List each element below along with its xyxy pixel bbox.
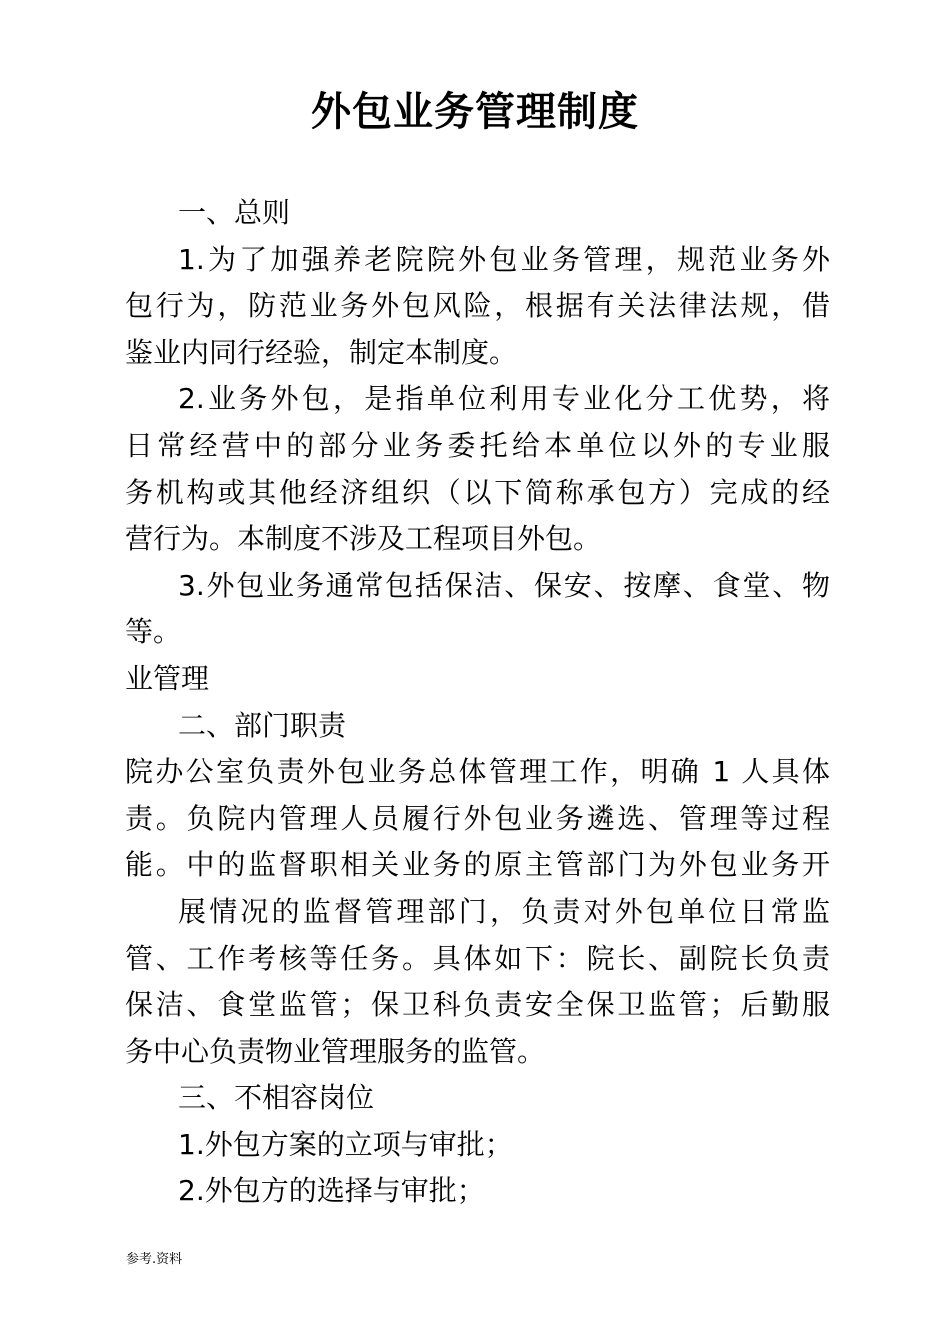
paragraph-line: 营行为。本制度不涉及工程项目外包。 <box>125 522 602 556</box>
document-title: 外包业务管理制度 <box>311 89 639 135</box>
paragraph-line: 2.业务外包，是指单位利用专业化分工优势，将 <box>178 382 830 416</box>
paragraph-line: 责。负院内管理人员履行外包业务遴选、管理等过程 <box>125 801 830 835</box>
paragraph-line: 业管理 <box>125 661 210 695</box>
paragraph-line: 等。 <box>125 615 182 649</box>
document-body <box>125 190 830 1215</box>
paragraph-line: 保洁、食堂监管；保卫科负责安全保卫监管；后勤服 <box>125 988 830 1022</box>
paragraph-line: 务中心负责物业管理服务的监管。 <box>125 1034 546 1068</box>
paragraph-line: 院办公室负责外包业务总体管理工作，明确 1 人具体 <box>125 755 830 789</box>
paragraph-line: 能。中的监督职相关业务的原主管部门为外包业务开 <box>125 848 830 882</box>
list-item: 1.外包方案的立项与审批； <box>178 1127 513 1161</box>
list-item: 2.外包方的选择与审批； <box>178 1174 485 1208</box>
paragraph-line: 日常经营中的部分业务委托给本单位以外的专业服 <box>125 428 830 462</box>
section-heading-departments: 二、部门职责 <box>178 708 347 742</box>
paragraph-line: 鉴业内同行经验，制定本制度。 <box>125 335 518 369</box>
paragraph-line: 3.外包业务通常包括保洁、保安、按摩、食堂、物 <box>178 568 830 602</box>
section-heading-incompatible-posts: 三、不相容岗位 <box>178 1081 375 1115</box>
paragraph-line: 包行为，防范业务外包风险，根据有关法律法规，借 <box>125 289 830 323</box>
paragraph-line: 务机构或其他经济组织（以下简称承包方）完成的经 <box>125 475 830 509</box>
paragraph-line: 管、工作考核等任务。具体如下：院长、副院长负责 <box>125 941 830 975</box>
paragraph-line: 展情况的监督管理部门，负责对外包单位日常监 <box>178 894 830 928</box>
section-heading-general: 一、总则 <box>178 196 291 229</box>
page-footer: 参考.资料 <box>126 1252 183 1267</box>
paragraph-line: 1.为了加强养老院院外包业务管理，规范业务外 <box>178 242 830 276</box>
